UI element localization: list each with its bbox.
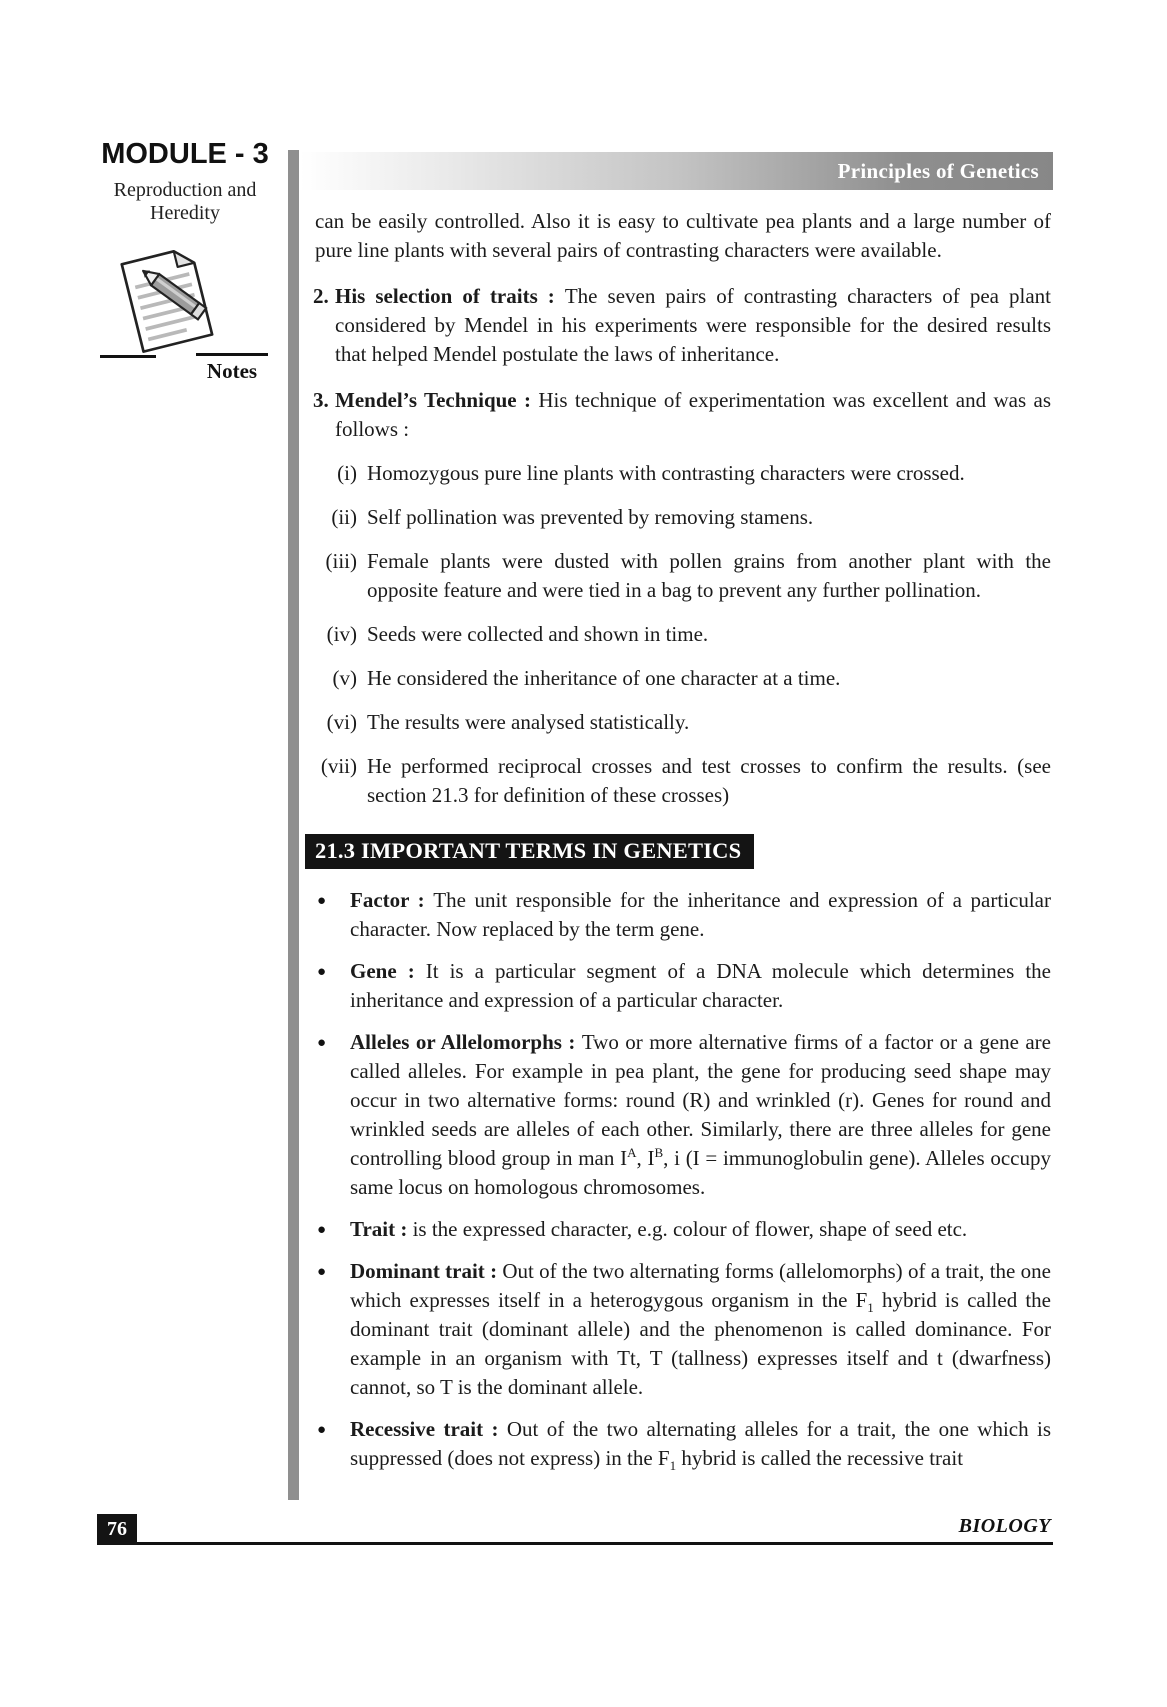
module-subtitle-line2: Heredity bbox=[150, 202, 220, 224]
roman-item bbox=[315, 459, 1051, 488]
page-number: 76 bbox=[107, 1518, 127, 1540]
item-text: The results were analysed statistically. bbox=[367, 710, 690, 734]
notes-figure bbox=[100, 237, 270, 387]
page-number-box bbox=[97, 1514, 137, 1545]
numbered-list bbox=[315, 282, 1051, 444]
roman-item bbox=[315, 752, 1051, 810]
roman-list bbox=[315, 459, 1051, 810]
item-text: Homozygous pure line plants with contrasting characters were crossed. bbox=[367, 461, 965, 485]
item-text: He performed reciprocal crosses and test crosses to confirm the results. (see section 21.3 for definition of these crosses) bbox=[367, 754, 1051, 807]
term-item bbox=[315, 1028, 1051, 1202]
term-item bbox=[315, 886, 1051, 944]
page-footer bbox=[97, 1508, 1053, 1548]
numbered-item bbox=[315, 282, 1051, 369]
item-number: (iv) bbox=[326, 622, 357, 646]
column-divider-bar bbox=[288, 150, 299, 1500]
item-number: 3. bbox=[313, 388, 329, 412]
module-subtitle bbox=[100, 179, 270, 225]
bullet-icon: ● bbox=[317, 1222, 327, 1238]
roman-item bbox=[315, 664, 1051, 693]
item-text: Self pollination was prevented by removing stamens. bbox=[367, 505, 814, 529]
intro-paragraph: can be easily controlled. Also it is easy to cultivate pea plants and a large number of pure line plants with several pairs of contrasting characters were available. bbox=[315, 209, 1051, 262]
term-text: Alleles or Allelomorphs : Two or more alternative firms of a factor or a gene are called alleles. For example in pea plant, the gene for producing seed shape may occur in two alternative forms: round (R) and wrinkled (r). Genes for round and wrinkled seeds are alleles of each other. Similarly, there are three alleles for gene controlling blood group in man $I^A$, $I^B$, i (I = immunoglobulin gene). Alleles occupy same locus on homologous chromosomes. bbox=[350, 1030, 1051, 1199]
chapter-banner bbox=[300, 152, 1053, 190]
item-text: Mendel’s Technique : His technique of experimentation was excellent and was as follows : bbox=[335, 388, 1052, 441]
item-number: (vii) bbox=[320, 754, 357, 778]
item-text: He considered the inheritance of one character at a time. bbox=[367, 666, 841, 690]
term-text: Trait : is the expressed character, e.g. colour of flower, shape of seed etc. bbox=[350, 1217, 968, 1241]
chapter-banner-title: Principles of Genetics bbox=[837, 158, 1039, 183]
roman-item bbox=[315, 503, 1051, 532]
content-column bbox=[300, 152, 1053, 1473]
numbered-item bbox=[315, 386, 1051, 444]
footer-rule bbox=[97, 1542, 1053, 1545]
module-title: MODULE - 3 bbox=[101, 138, 269, 170]
bullet-icon: ● bbox=[317, 964, 327, 980]
bullet-icon: ● bbox=[317, 1264, 327, 1280]
roman-item bbox=[315, 547, 1051, 605]
bullet-icon: ● bbox=[317, 1035, 327, 1051]
term-item bbox=[315, 1257, 1051, 1402]
roman-item bbox=[315, 620, 1051, 649]
book-title: BIOLOGY bbox=[958, 1515, 1051, 1537]
term-text: Factor : The unit responsible for the inheritance and expression of a particular character. Now replaced by the term gene. bbox=[350, 888, 1051, 941]
item-number: (i) bbox=[337, 461, 357, 485]
item-text: His selection of traits : The seven pairs of contrasting characters of pea plant considered by Mendel in his experiments were responsible for the desired results that helped Mendel postulate the laws of inheritance. bbox=[335, 284, 1051, 366]
item-number: (ii) bbox=[331, 505, 357, 529]
item-number: (v) bbox=[332, 666, 357, 690]
body-column bbox=[300, 207, 1053, 1473]
term-item bbox=[315, 957, 1051, 1015]
note-pencil-icon bbox=[112, 237, 224, 357]
term-item bbox=[315, 1415, 1051, 1473]
roman-item bbox=[315, 708, 1051, 737]
term-text: Recessive trait : Out of the two alternating alleles for a trait, the one which is suppressed (does not express) in the $F_1$ hybrid is called the recessive trait bbox=[350, 1417, 1051, 1474]
notes-label: Notes bbox=[206, 359, 258, 383]
module-subtitle-line1: Reproduction and bbox=[113, 179, 257, 201]
notes-rule-right bbox=[196, 353, 268, 356]
terms-list bbox=[315, 886, 1051, 1473]
item-number: (vi) bbox=[326, 710, 357, 734]
bullet-icon: ● bbox=[317, 1422, 327, 1438]
item-text: Seeds were collected and shown in time. bbox=[367, 622, 709, 646]
bullet-icon: ● bbox=[317, 893, 327, 909]
notes-rule-left bbox=[100, 355, 156, 358]
module-sidebar bbox=[100, 138, 270, 387]
item-text: Female plants were dusted with pollen grains from another plant with the opposite feature and were tied in a bag to prevent any further pollination. bbox=[367, 549, 1051, 602]
term-text: Gene : It is a particular segment of a DNA molecule which determines the inheritance and expression of a particular character. bbox=[350, 959, 1051, 1012]
term-item bbox=[315, 1215, 1051, 1244]
term-text: Dominant trait : Out of the two alternating forms (allelomorphs) of a trait, the one which expresses itself in a heterogygous organism in the $F_1$ hybrid is called the dominant trait (dominant allele) and the phenomenon is called dominance. For example in an organism with Tt, T (tallness) expresses itself and t (dwarfness) cannot, so T is the dominant allele. bbox=[350, 1259, 1051, 1399]
item-number: 2. bbox=[313, 284, 329, 308]
section-heading-text: 21.3 IMPORTANT TERMS IN GENETICS bbox=[315, 838, 742, 863]
section-heading bbox=[305, 834, 754, 869]
item-number: (iii) bbox=[325, 549, 357, 573]
